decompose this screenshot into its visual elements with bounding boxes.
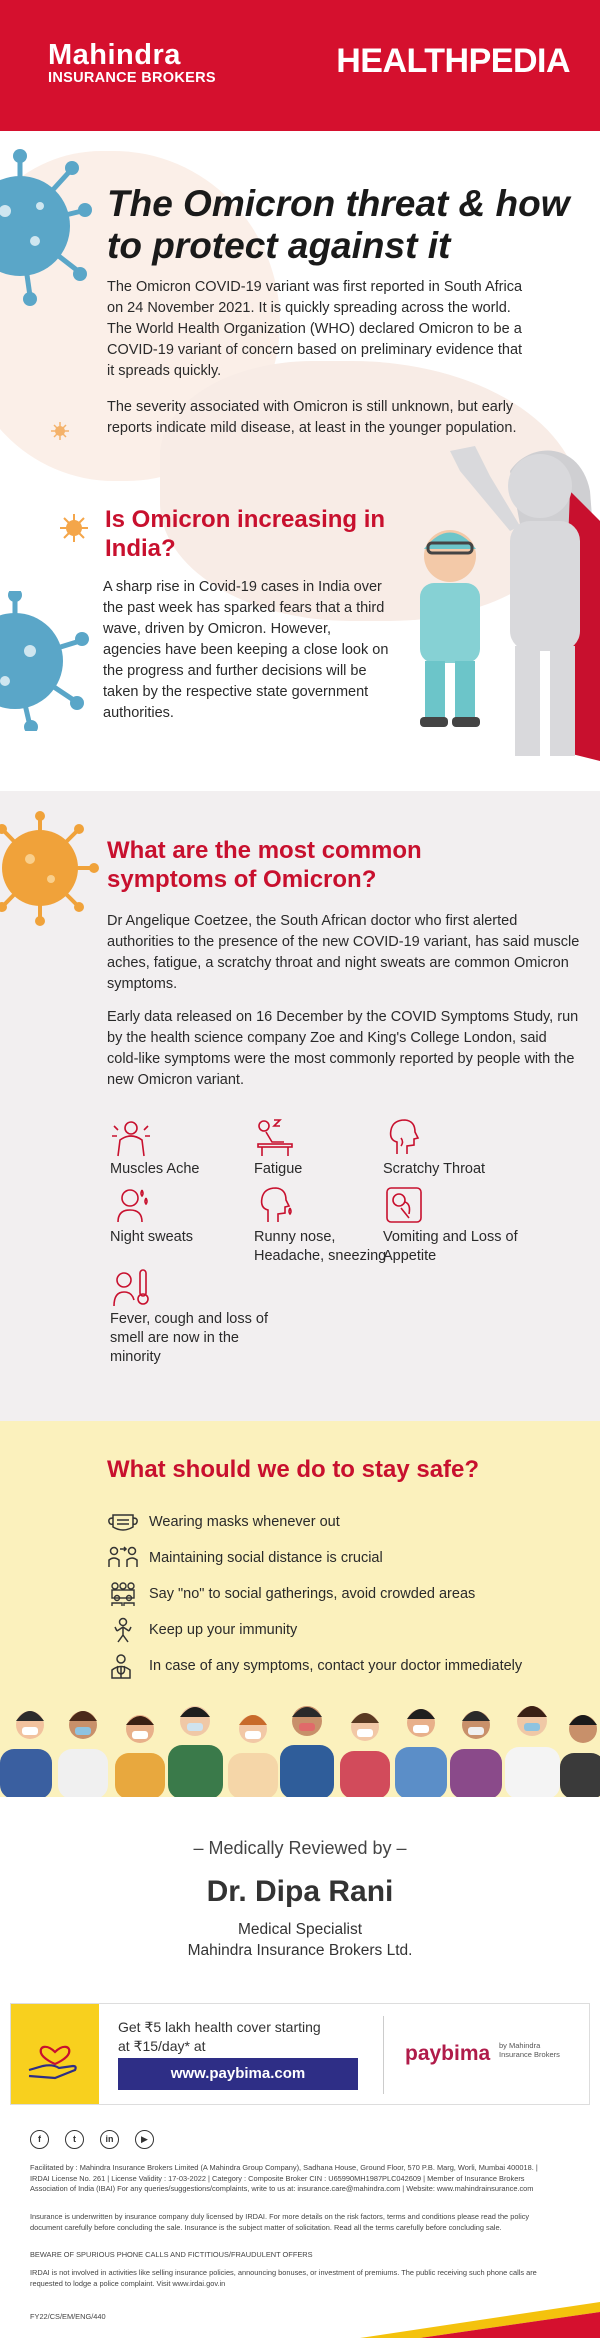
safety-item [107, 1509, 340, 1535]
symptom-label: Fatigue [254, 1161, 303, 1177]
symptom-item [110, 1266, 270, 1367]
doctor-organization: Mahindra Insurance Brokers Ltd. [187, 1942, 413, 1959]
header [0, 0, 600, 131]
banner-line1: Get ₹5 lakh health cover starting [118, 2019, 321, 2035]
symptom-label: Vomiting and Loss of Appetite [383, 1229, 518, 1264]
crowd-icon [107, 1581, 139, 1607]
symptoms-paragraph: Early data released on 16 December by the COVID Symptoms Study, run by the health science company Zoe and King's College London, said cold-like symptoms were the most commonly reported by people with the new Omicron variant. [107, 1009, 579, 1088]
symptoms-paragraph: Dr Angelique Coetzee, the South African doctor who first alerted authorities to the presence of the new COVID-19 variant, has said muscle aches, fatigue, a scratchy throat and night sweats are common Omicron symptoms. [107, 913, 580, 992]
superhero-doctor-illustration [390, 431, 600, 781]
footer-beware: BEWARE OF SPURIOUS PHONE CALLS AND FICTITIOUS/FRAUDULENT OFFERS [30, 2250, 313, 2259]
intro-paragraph: The Omicron COVID-19 variant was first reported in South Africa on 24 November 2021. It is quickly spreading across the world. The World Health Organization (WHO) declared Omicron to be a COVID-19 variant of concern based on preliminary evidence that it spreads quickly. [107, 279, 523, 379]
banner-line2: at ₹15/day* at [118, 2038, 206, 2054]
small-virus-icon [58, 512, 90, 544]
fatigue-icon [254, 1116, 296, 1158]
footer-irdai: IRDAI is not involved in activities like selling insurance policies, announcing bonuses, or investment of premiums. The public receiving such phone calls are requested to lodge a police complaint. Visit www.irdai.gov.in [30, 2268, 537, 2288]
india-paragraph: A sharp rise in Covid-19 cases in India over the past week has sparked fears that a third wave, driven by Omicron. However, agencies have been keeping a close look on the progress and further decisions will be taken by the respective state government authorities. [103, 579, 389, 721]
linkedin-icon[interactable]: in [100, 2130, 119, 2149]
india-heading: Is Omicron increasing in India? [105, 506, 386, 562]
intro-paragraph: The severity associated with Omicron is still unknown, but early reports indicate mild disease, at least in the younger population. [107, 399, 517, 436]
safety-item [107, 1617, 297, 1643]
social-distance-icon [107, 1545, 139, 1571]
safety-label: Keep up your immunity [149, 1622, 298, 1638]
runny-nose-icon [254, 1184, 296, 1226]
doctor-role: Medical Specialist [237, 1921, 363, 1938]
safety-label: Say "no" to social gatherings, avoid crowded areas [149, 1586, 476, 1602]
heart-hand-icon [25, 2026, 85, 2082]
doctor-name: Dr. Dipa Rani [206, 1875, 394, 1908]
paybima-logo[interactable]: paybima [405, 2042, 491, 2065]
fever-icon [110, 1266, 152, 1308]
safety-item [107, 1545, 383, 1571]
safety-label: Wearing masks whenever out [149, 1514, 340, 1530]
virus-icon [0, 591, 95, 731]
brand-subtitle: INSURANCE BROKERS [48, 70, 216, 86]
footer-underwritten: Insurance is underwritten by insurance company duly licensed by IRDAI. For more details on the risk factors, terms and conditions please read the policy document carefully before concluding the sale. Insurance is the subject matter of solicitation. Read all the terms carefully before concluding sale. [30, 2212, 530, 2232]
paybima-logo-subtitle: by Mahindra Insurance Brokers [499, 2041, 560, 2059]
banner-yellow-panel [11, 2004, 99, 2104]
symptom-label: Muscles Ache [110, 1161, 200, 1177]
throat-icon [383, 1116, 425, 1158]
virus-icon [0, 811, 100, 926]
twitter-icon[interactable]: t [65, 2130, 84, 2149]
symptom-item [110, 1184, 250, 1247]
masked-crowd-illustration [0, 1687, 600, 1797]
small-virus-icon [50, 421, 70, 441]
symptom-label: Scratchy Throat [383, 1161, 486, 1177]
footer-code: FY22/CS/EM/ENG/440 [30, 2312, 106, 2321]
virus-icon [0, 141, 100, 311]
safety-section [0, 1421, 600, 1797]
intro-section [0, 131, 600, 791]
mask-icon [107, 1509, 139, 1535]
symptom-label: Runny nose, Headache, sneezing [254, 1229, 387, 1264]
symptom-item [383, 1184, 523, 1266]
symptom-label: Fever, cough and loss of smell are now in the minority [110, 1311, 268, 1365]
symptoms-heading: What are the most common symptoms of Omicron? [107, 837, 422, 893]
healthpedia-title: HEALTHPEDIA [336, 42, 570, 80]
youtube-icon[interactable]: ▶ [135, 2130, 154, 2149]
safety-label: In case of any symptoms, contact your doctor immediately [149, 1658, 523, 1674]
banner-text [118, 2018, 321, 2056]
banner-divider [383, 2016, 384, 2094]
page-title: The Omicron threat & how to protect against it [107, 183, 570, 266]
symptom-item [254, 1116, 394, 1179]
social-links [30, 2130, 154, 2149]
symptoms-section [0, 791, 600, 1421]
footer-stripe [0, 2298, 600, 2338]
review-section [0, 1797, 600, 1997]
vomiting-icon [383, 1184, 425, 1226]
paybima-banner[interactable] [10, 2003, 590, 2105]
symptom-item [254, 1184, 394, 1266]
safety-item [107, 1653, 522, 1679]
muscle-ache-icon [110, 1116, 152, 1158]
doctor-icon [107, 1653, 139, 1679]
brand-name: Mahindra [48, 39, 181, 71]
reviewed-by-label: – Medically Reviewed by – [193, 1838, 407, 1858]
paybima-link-button[interactable]: www.paybima.com [118, 2058, 358, 2090]
symptom-item [110, 1116, 250, 1179]
night-sweats-icon [110, 1184, 152, 1226]
mahindra-logo[interactable] [48, 40, 216, 86]
safety-item [107, 1581, 475, 1607]
immunity-icon [107, 1617, 139, 1643]
safety-heading: What should we do to stay safe? [107, 1456, 480, 1483]
footer-facilitated: Facilitated by : Mahindra Insurance Brokers Limited (A Mahindra Group Company), Sadhana House, Ground Floor, 570 P.B. Marg, Worli, Mumbai 400018. | IRDAI License No. 261 | License Validity : 17-03-2022 | Category : Composite Broker CIN : U65990MH1987PLC042609 | Member of Insurance Brokers Association of India (IBAI) For any queries/suggestions/complaints, write to us at: insurance.care@mahindra.com | Website: www.mahindrainsurance.com [30, 2163, 538, 2193]
safety-label: Maintaining social distance is crucial [149, 1550, 383, 1566]
symptom-item [383, 1116, 523, 1179]
facebook-icon[interactable]: f [30, 2130, 49, 2149]
symptom-label: Night sweats [110, 1229, 194, 1245]
